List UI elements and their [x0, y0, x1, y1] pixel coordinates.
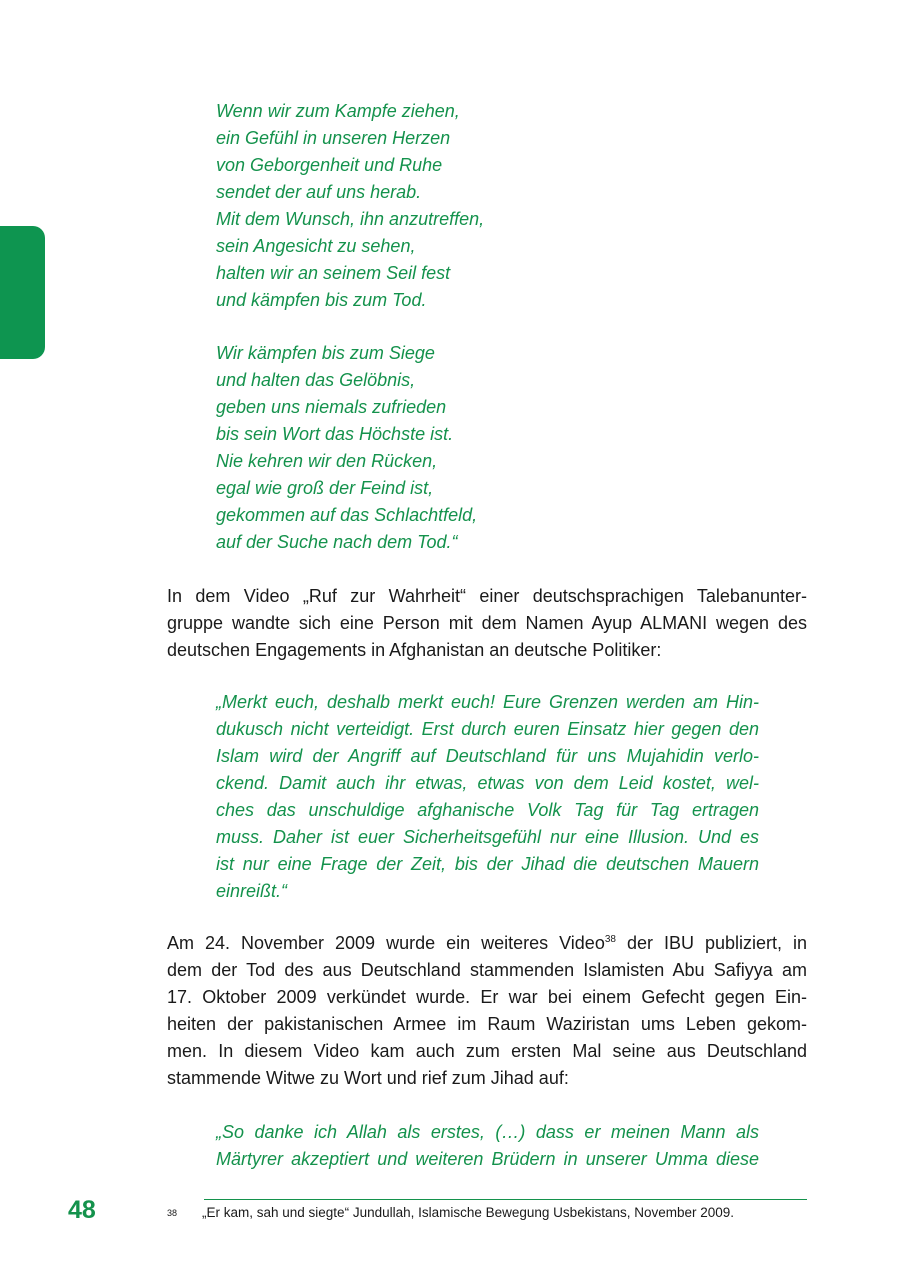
poem-stanza-1: [216, 98, 759, 314]
body-text-segment: Am 24. November 2009 wurde ein weiteres Video: [167, 933, 605, 953]
paragraph-video-abu-safiyya: [167, 930, 807, 1092]
poem-line: Mit dem Wunsch, ihn anzutreffen,: [216, 209, 485, 229]
quote-line: ckend. Damit auch ihr etwas, etwas von dem Leid kostet, wel-: [216, 773, 759, 793]
poem-line: halten wir an seinem Seil fest: [216, 263, 451, 283]
poem-line: egal wie groß der Feind ist,: [216, 478, 434, 498]
footnote-divider: [204, 1199, 807, 1200]
poem-line: Nie kehren wir den Rücken,: [216, 451, 438, 471]
poem-line: auf der Suche nach dem Tod.“: [216, 532, 458, 552]
quote-widow: [216, 1119, 759, 1173]
footnote-text: „Er kam, sah und siegte“ Jundullah, Islamische Bewegung Usbekistans, November 2009.: [202, 1205, 735, 1220]
body-line: gruppe wandte sich eine Person mit dem Namen Ayup ALMANI wegen des: [167, 613, 807, 633]
poem-line: von Geborgenheit und Ruhe: [216, 155, 443, 175]
poem-line: bis sein Wort das Höchste ist.: [216, 424, 454, 444]
body-line: heiten der pakistanischen Armee im Raum Waziristan ums Leben gekom-: [167, 1014, 807, 1034]
quote-line: Märtyrer akzeptiert und weiteren Brüdern in unserer Umma diese: [216, 1149, 759, 1169]
footnote-reference[interactable]: 38: [604, 934, 616, 945]
poem-line: Wenn wir zum Kampfe ziehen,: [216, 101, 460, 121]
body-line: dem der Tod des aus Deutschland stammenden Islamisten Abu Safiyya am: [167, 960, 807, 980]
poem-line: gekommen auf das Schlachtfeld,: [216, 505, 478, 525]
footnote-number: 38: [167, 1208, 178, 1218]
quote-line: „So danke ich Allah als erstes, (…) dass er meinen Mann als: [216, 1122, 759, 1142]
body-line: In dem Video „Ruf zur Wahrheit“ einer deutschsprachigen Talebanunter-: [167, 586, 807, 606]
body-line: 17. Oktober 2009 verkündet wurde. Er war bei einem Gefecht gegen Ein-: [167, 987, 807, 1007]
quote-almani: [216, 689, 759, 905]
quote-line: muss. Daher ist euer Sicherheitsgefühl nur eine Illusion. Und es: [216, 827, 759, 847]
quote-line: einreißt.“: [216, 881, 288, 901]
body-line: men. In diesem Video kam auch zum ersten Mal seine aus Deutschland: [167, 1041, 807, 1061]
poem-line: und kämpfen bis zum Tod.: [216, 290, 427, 310]
chapter-marker-tab: [0, 226, 45, 359]
poem-stanza-2: [216, 340, 759, 556]
poem-line: geben uns niemals zufrieden: [216, 397, 447, 417]
quote-line: „Merkt euch, deshalb merkt euch! Eure Grenzen werden am Hin-: [216, 692, 759, 712]
page-number: 48: [68, 1196, 96, 1224]
quote-line: Islam wird der Angriff auf Deutschland für uns Mujahidin verlo-: [216, 746, 759, 766]
body-text-segment: der IBU publiziert, in: [615, 933, 807, 953]
poem-line: ein Gefühl in unseren Herzen: [216, 128, 451, 148]
poem-line: sendet der auf uns herab.: [216, 182, 422, 202]
body-line: deutschen Engagements in Afghanistan an deutsche Politiker:: [167, 640, 662, 660]
poem-line: sein Angesicht zu sehen,: [216, 236, 416, 256]
poem-line: und halten das Gelöbnis,: [216, 370, 416, 390]
poem-line: Wir kämpfen bis zum Siege: [216, 343, 435, 363]
quote-line: ches das unschuldige afghanische Volk Tag für Tag ertragen: [216, 800, 759, 820]
body-line: [167, 930, 807, 957]
paragraph-video-ruf-zur-wahrheit: [167, 583, 807, 664]
quote-line: ist nur eine Frage der Zeit, bis der Jihad die deutschen Mauern: [216, 854, 759, 874]
quote-line: dukusch nicht verteidigt. Erst durch euren Einsatz hier gegen den: [216, 719, 759, 739]
body-line: stammende Witwe zu Wort und rief zum Jihad auf:: [167, 1068, 569, 1088]
